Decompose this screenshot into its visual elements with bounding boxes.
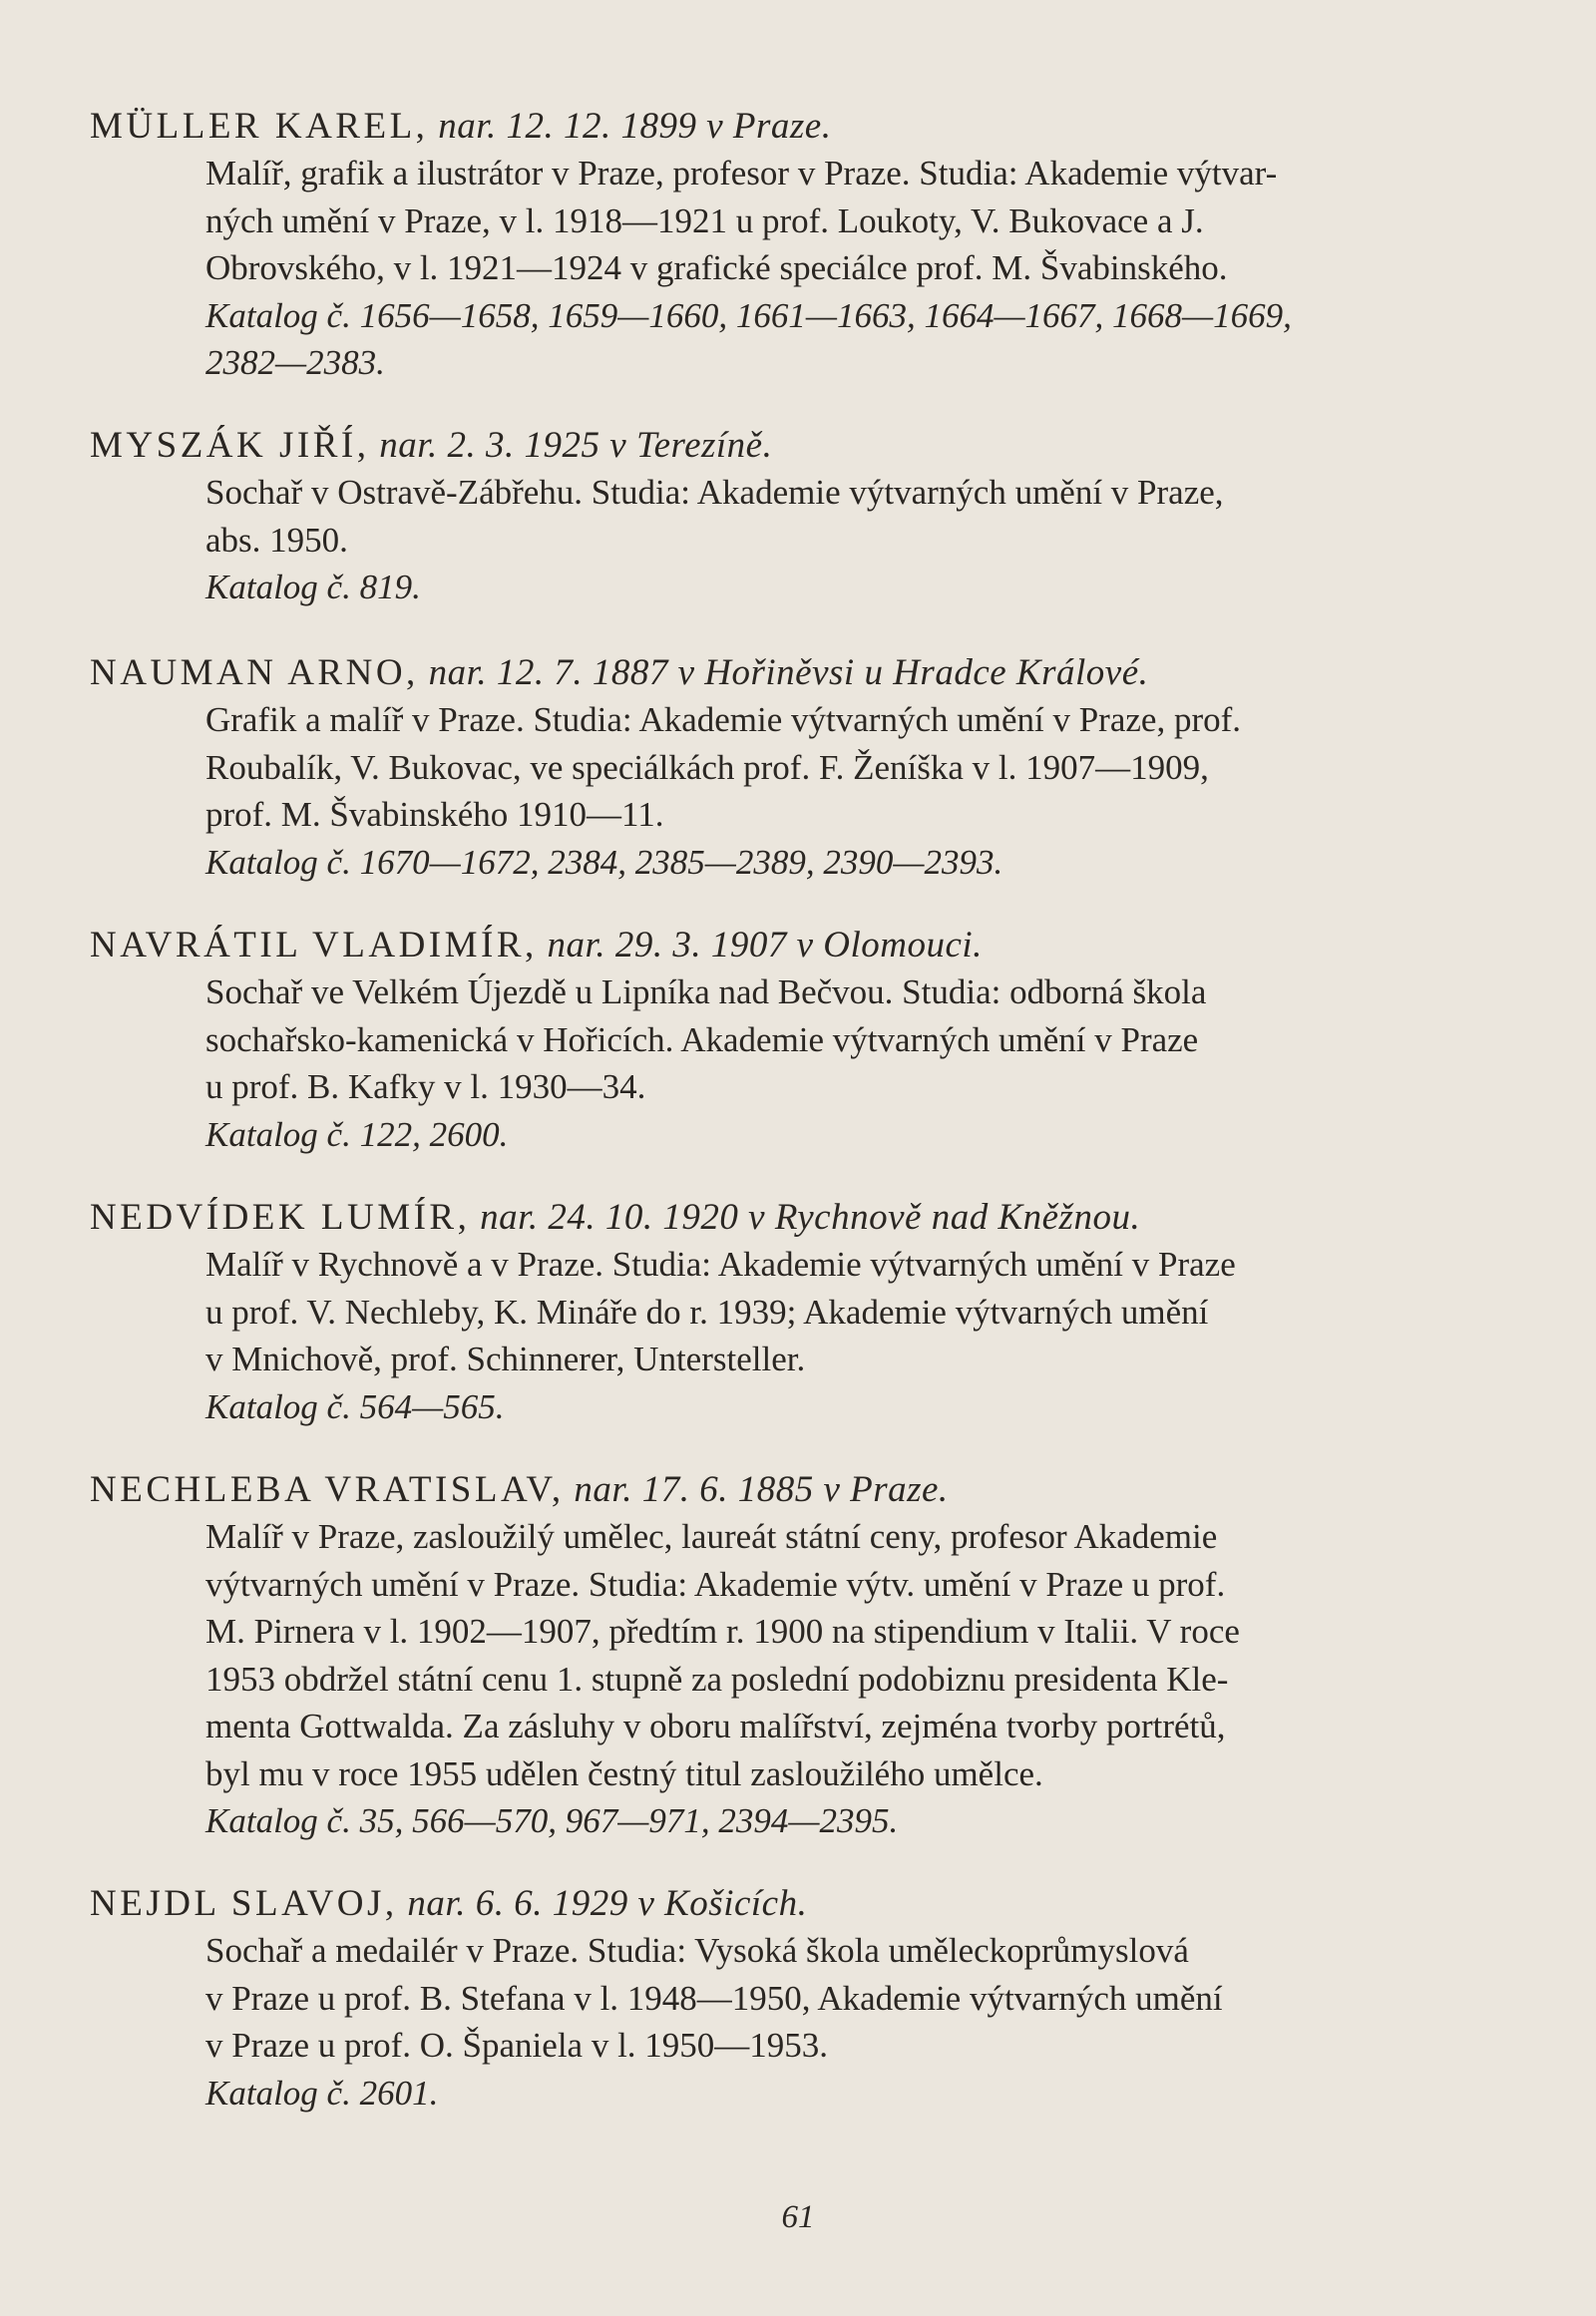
entry-body — [205, 1241, 1502, 1430]
artist-entry — [90, 1467, 1506, 1845]
body-line: abs. 1950. — [205, 520, 348, 560]
body-line: Roubalík, V. Bukovac, ve speciálkách prof. F. Ženíška v l. 1907—1909, — [205, 747, 1209, 787]
entry-body — [205, 696, 1502, 886]
body-line: Grafik a malíř v Praze. Studia: Akademie výtvarných umění v Praze, prof. — [205, 700, 1242, 739]
artist-entry — [90, 923, 1506, 1158]
artist-entry — [90, 1881, 1506, 2117]
entry-body — [205, 1513, 1502, 1845]
entry-heading — [90, 923, 1506, 968]
body-line: byl mu v roce 1955 udělen čestný titul zasloužilého umělce. — [205, 1753, 1043, 1793]
body-line: sochařsko-kamenická v Hořicích. Akademie výtvarných umění v Praze — [205, 1019, 1199, 1059]
birth-info: nar. 6. 6. 1929 v Košicích. — [407, 1883, 808, 1924]
body-line: prof. M. Švabinského 1910—11. — [205, 795, 664, 834]
birth-info: nar. 12. 7. 1887 v Hořiněvsi u Hradce Králové. — [428, 652, 1149, 693]
artist-entry — [90, 650, 1506, 886]
entry-heading — [90, 1195, 1506, 1241]
catalog-ref: 2382—2383. — [205, 343, 385, 382]
body-line: u prof. V. Nechleby, K. Mináře do r. 1939; Akademie výtvarných umění — [205, 1292, 1209, 1332]
body-line: Sochař ve Velkém Újezdě u Lipníka nad Bečvou. Studia: odborná škola — [205, 972, 1207, 1011]
catalog-ref: Katalog č. 1656—1658, 1659—1660, 1661—1663, 1664—1667, 1668—1669, — [205, 295, 1292, 335]
birth-info: nar. 12. 12. 1899 v Praze. — [438, 106, 832, 147]
birth-info: nar. 17. 6. 1885 v Praze. — [574, 1469, 949, 1510]
entry-body — [205, 150, 1502, 387]
entry-heading — [90, 1881, 1506, 1927]
entry-body — [205, 469, 1502, 611]
birth-info: nar. 24. 10. 1920 v Rychnově nad Kněžnou. — [480, 1197, 1141, 1238]
body-line: Obrovského, v l. 1921—1924 v grafické speciálce prof. M. Švabinského. — [205, 248, 1228, 287]
body-line: výtvarných umění v Praze. Studia: Akademie výtv. umění v Praze u prof. — [205, 1564, 1226, 1604]
entry-body — [205, 968, 1502, 1158]
body-line: Malíř v Praze, zasloužilý umělec, laureát státní ceny, profesor Akademie — [205, 1517, 1218, 1556]
catalog-ref: Katalog č. 564—565. — [205, 1386, 505, 1426]
entry-heading — [90, 1467, 1506, 1513]
body-line: u prof. B. Kafky v l. 1930—34. — [205, 1067, 646, 1106]
body-line: menta Gottwalda. Za zásluhy v oboru malířství, zejména tvorby portrétů, — [205, 1707, 1226, 1745]
artist-name: NEDVÍDEK LUMÍR, — [90, 1197, 471, 1238]
body-line: v Praze u prof. O. Španiela v l. 1950—1953. — [205, 2026, 829, 2065]
artist-entry — [90, 1195, 1506, 1430]
body-line: Malíř, grafik a ilustrátor v Praze, profesor v Praze. Studia: Akademie výtvar- — [205, 154, 1278, 193]
entry-heading — [90, 650, 1506, 696]
body-line: Sochař a medailér v Praze. Studia: Vysoká škola uměleckoprůmyslová — [205, 1931, 1189, 1970]
artist-entry — [90, 104, 1506, 387]
body-line: 1953 obdržel státní cenu 1. stupně za poslední podobiznu presidenta Kle- — [205, 1659, 1229, 1699]
catalog-ref: Katalog č. 2601. — [205, 2073, 439, 2113]
entry-heading — [90, 423, 1506, 469]
body-line: Malíř v Rychnově a v Praze. Studia: Akademie výtvarných umění v Praze — [205, 1245, 1236, 1284]
artist-name: NEJDL SLAVOJ, — [90, 1883, 398, 1924]
artist-name: NAUMAN ARNO, — [90, 652, 419, 693]
birth-info: nar. 2. 3. 1925 v Terezíně. — [379, 425, 773, 466]
page-number: 61 — [781, 2199, 815, 2235]
artist-entry — [90, 423, 1506, 611]
catalog-ref: Katalog č. 35, 566—570, 967—971, 2394—2395. — [205, 1801, 899, 1840]
body-line: ných umění v Praze, v l. 1918—1921 u prof. Loukoty, V. Bukovace a J. — [205, 200, 1204, 240]
entry-heading — [90, 104, 1506, 150]
artist-name: MYSZÁK JIŘÍ, — [90, 425, 370, 466]
body-line: v Mnichově, prof. Schinnerer, Untersteller. — [205, 1340, 806, 1378]
catalog-ref: Katalog č. 819. — [205, 568, 421, 606]
artist-name: NAVRÁTIL VLADIMÍR, — [90, 925, 538, 965]
catalog-ref: Katalog č. 1670—1672, 2384, 2385—2389, 2390—2393. — [205, 842, 1003, 882]
birth-info: nar. 29. 3. 1907 v Olomouci. — [547, 925, 983, 965]
artist-name: NECHLEBA VRATISLAV, — [90, 1469, 565, 1510]
artist-name: MÜLLER KAREL, — [90, 106, 429, 147]
body-line: Sochař v Ostravě-Zábřehu. Studia: Akademie výtvarných umění v Praze, — [205, 473, 1224, 512]
body-line: M. Pirnera v l. 1902—1907, předtím r. 1900 na stipendium v Italii. V roce — [205, 1612, 1240, 1651]
catalog-ref: Katalog č. 122, 2600. — [205, 1114, 509, 1154]
entry-body — [205, 1927, 1502, 2117]
body-line: v Praze u prof. B. Stefana v l. 1948—1950, Akademie výtvarných umění — [205, 1978, 1223, 2018]
